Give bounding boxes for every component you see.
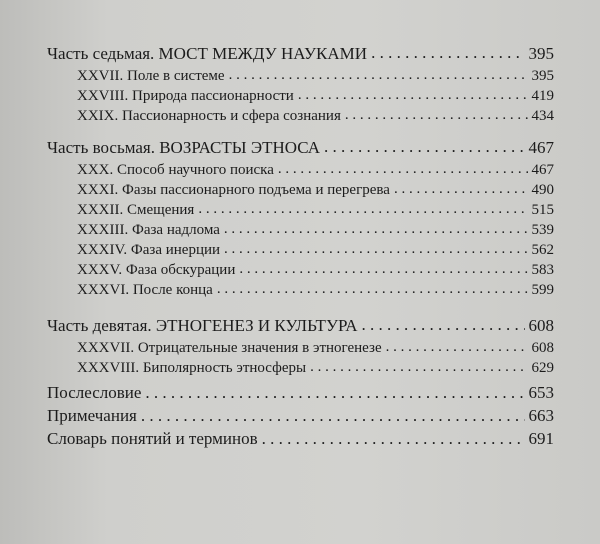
toc-part-7[interactable]: [47, 42, 554, 64]
toc-chapter-title: XXXVIII. Биполярность этносферы: [77, 360, 307, 376]
dot-leader: [394, 179, 528, 194]
toc-chapter[interactable]: [47, 159, 554, 179]
dot-leader: [386, 337, 528, 352]
toc-page-number: 434: [531, 108, 554, 124]
toc-chapter-title: XXXV. Фаза обскурации: [77, 262, 236, 278]
toc-chapter-title: XXXI. Фазы пассионарного подъема и перегрева: [77, 182, 390, 198]
dot-leader: [324, 136, 525, 153]
toc-chapter-title: XXVIII. Природа пассионарности: [77, 88, 294, 104]
dot-leader: [224, 239, 527, 254]
toc-page-number: 629: [531, 360, 554, 376]
toc-chapter-title: XXXIV. Фаза инерции: [77, 242, 221, 258]
dot-leader: [345, 105, 528, 120]
toc-chapter-title: XXX. Способ научного поиска: [77, 162, 274, 178]
table-of-contents: [47, 42, 554, 450]
dot-leader: [141, 404, 525, 421]
toc-page-number: 467: [528, 138, 554, 157]
toc-chapter-title: XXXIII. Фаза надлома: [77, 222, 220, 238]
dot-leader: [198, 199, 527, 214]
dot-leader: [145, 381, 524, 398]
toc-part-title: Часть восьмая. ВОЗРАСТЫ ЭТНОСА: [47, 138, 320, 157]
toc-page-number: 490: [531, 182, 554, 198]
toc-page-number: 691: [528, 429, 554, 448]
toc-chapter[interactable]: [47, 179, 554, 199]
toc-chapter[interactable]: [47, 337, 554, 357]
dot-leader: [224, 219, 528, 234]
toc-page-number: 583: [531, 262, 554, 278]
toc-page-number: 419: [531, 88, 554, 104]
toc-entry-title: Примечания: [47, 406, 137, 425]
toc-page-number: 539: [531, 222, 554, 238]
toc-page-number: 608: [528, 316, 554, 335]
toc-chapter-title: XXXVII. Отрицательные значения в этногенезе: [77, 340, 382, 356]
toc-chapter[interactable]: [47, 279, 554, 299]
toc-chapter[interactable]: [47, 199, 554, 219]
toc-part-9[interactable]: [47, 314, 554, 336]
dot-leader: [278, 159, 528, 174]
toc-entry-title: Послесловие: [47, 383, 142, 402]
toc-page-number: 608: [531, 340, 554, 356]
toc-part-title: Часть седьмая. МОСТ МЕЖДУ НАУКАМИ: [47, 44, 368, 63]
dot-leader: [217, 279, 528, 294]
toc-chapter-title: XXXVI. После конца: [77, 282, 213, 298]
dot-leader: [229, 65, 528, 80]
toc-chapter[interactable]: [47, 357, 554, 377]
toc-chapter-title: XXIX. Пассионарность и сфера сознания: [77, 108, 341, 124]
toc-page-number: 599: [531, 282, 554, 298]
dot-leader: [262, 427, 525, 444]
toc-chapter[interactable]: [47, 259, 554, 279]
toc-page-number: 562: [531, 242, 554, 258]
toc-page-number: 653: [528, 383, 554, 402]
toc-chapter-title: XXVII. Поле в системе: [77, 68, 225, 84]
dot-leader: [362, 314, 525, 331]
toc-page-number: 395: [528, 44, 554, 63]
toc-chapter[interactable]: [47, 239, 554, 259]
toc-page-number: 515: [531, 202, 554, 218]
toc-chapter[interactable]: [47, 65, 554, 85]
toc-page-number: 467: [531, 162, 554, 178]
toc-entry-title: Словарь понятий и терминов: [47, 429, 258, 448]
toc-chapter[interactable]: [47, 85, 554, 105]
toc-glossary[interactable]: [47, 427, 554, 450]
dot-leader: [239, 259, 527, 274]
toc-part-8[interactable]: [47, 136, 554, 158]
toc-afterword[interactable]: [47, 381, 554, 404]
toc-page-number: 663: [528, 406, 554, 425]
dot-leader: [371, 42, 524, 59]
dot-leader: [298, 85, 528, 100]
toc-chapter[interactable]: [47, 219, 554, 239]
toc-notes[interactable]: [47, 404, 554, 427]
toc-chapter[interactable]: [47, 105, 554, 125]
toc-chapter-title: XXXII. Смещения: [77, 202, 195, 218]
toc-part-title: Часть девятая. ЭТНОГЕНЕЗ И КУЛЬТУРА: [47, 316, 358, 335]
toc-page-number: 395: [531, 68, 554, 84]
dot-leader: [310, 357, 527, 372]
